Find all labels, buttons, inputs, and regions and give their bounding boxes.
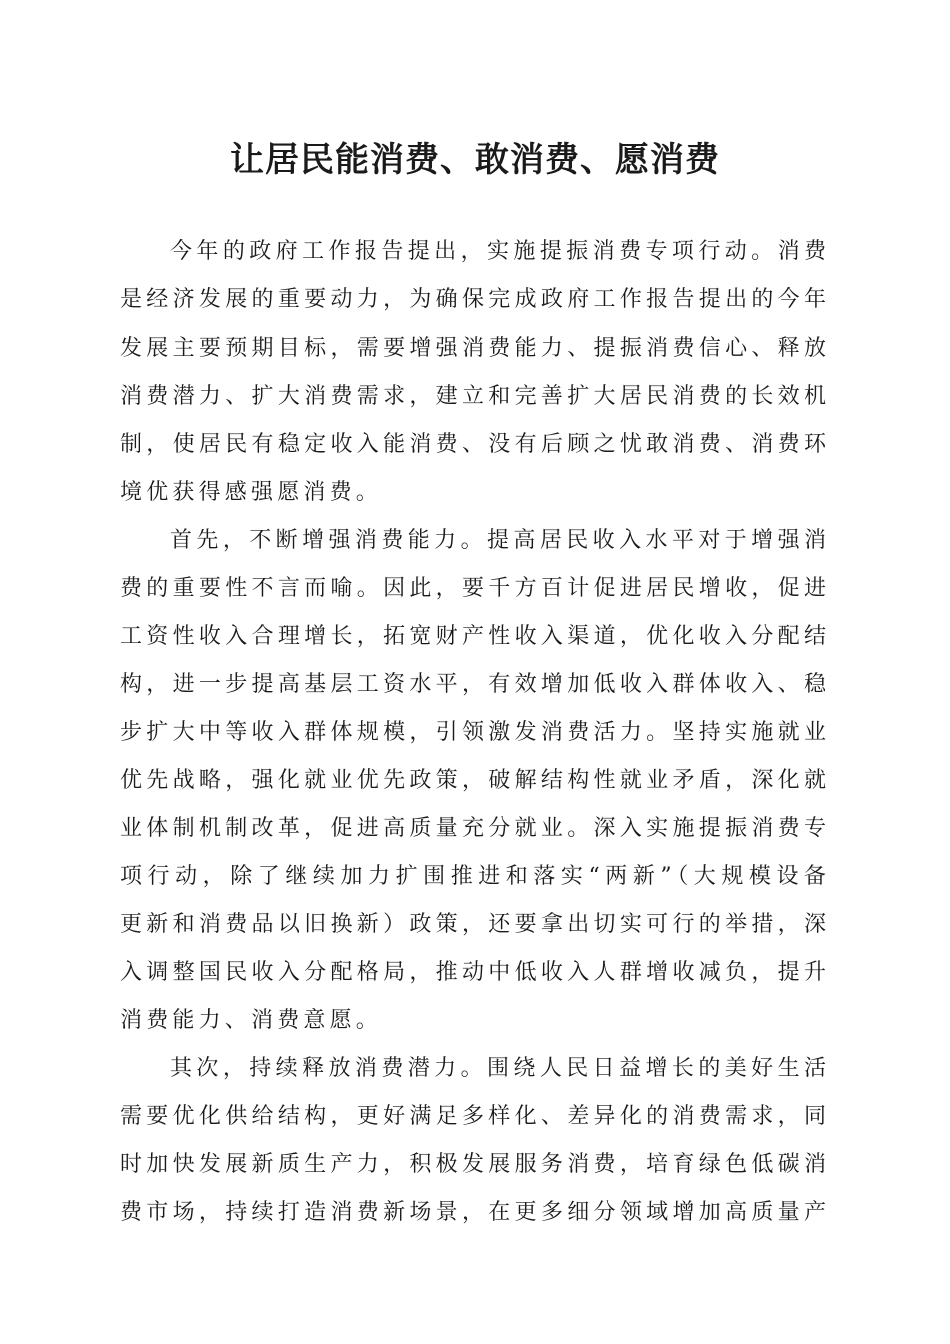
paragraph-2-line-3: 工资性收入合理增长，拓宽财产性收入渠道，优化收入分配结 — [120, 624, 826, 649]
paragraph-1-line-5: 制，使居民有稳定收入能消费、没有后顾之忧敢消费、消费环 — [120, 432, 826, 457]
paragraph-3-line-4: 费市场，持续打造消费新场景，在更多细分领域增加高质量产 — [120, 1200, 826, 1225]
paragraph-1-line-1: 今年的政府工作报告提出，实施提振消费专项行动。消费 — [170, 239, 826, 264]
paragraph-2-line-1: 首先，不断增强消费能力。提高居民收入水平对于增强消 — [170, 528, 826, 553]
paragraph-2-line-2: 费的重要性不言而喻。因此，要千方百计促进居民增收，促进 — [120, 576, 826, 601]
paragraph-1-line-3: 发展主要预期目标，需要增强消费能力、提振消费信心、释放 — [120, 336, 826, 361]
paragraph-3-line-1: 其次，持续释放消费潜力。围绕人民日益增长的美好生活 — [170, 1056, 826, 1081]
paragraph-2-line-6: 优先战略，强化就业优先政策，破解结构性就业矛盾，深化就 — [120, 768, 826, 793]
paragraph-2-line-9: 更新和消费品以旧换新）政策，还要拿出切实可行的举措，深 — [120, 912, 826, 937]
paragraph-3-line-2: 需要优化供给结构，更好满足多样化、差异化的消费需求，同 — [120, 1104, 826, 1129]
paragraph-2-line-7: 业体制机制改革，促进高质量充分就业。深入实施提振消费专 — [120, 816, 826, 841]
paragraph-3-line-3: 时加快发展新质生产力，积极发展服务消费，培育绿色低碳消 — [120, 1152, 826, 1177]
paragraph-1-line-6: 境优获得感强愿消费。 — [120, 480, 383, 505]
document-title: 让居民能消费、敢消费、愿消费 — [230, 140, 720, 180]
paragraph-2-line-10: 入调整国民收入分配格局，推动中低收入人群增收减负，提升 — [120, 960, 826, 985]
paragraph-1-line-2: 是经济发展的重要动力，为确保完成政府工作报告提出的今年 — [120, 287, 826, 312]
paragraph-2-line-5: 步扩大中等收入群体规模，引领激发消费活力。坚持实施就业 — [120, 720, 826, 745]
paragraph-2-line-8: 项行动，除了继续加力扩围推进和落实“两新”（大规模设备 — [120, 864, 826, 889]
paragraph-2-line-4: 构，进一步提高基层工资水平，有效增加低收入群体收入、稳 — [120, 672, 826, 697]
paragraph-1-line-4: 消费潜力、扩大消费需求，建立和完善扩大居民消费的长效机 — [120, 384, 826, 409]
paragraph-2-line-11: 消费能力、消费意愿。 — [120, 1008, 383, 1033]
